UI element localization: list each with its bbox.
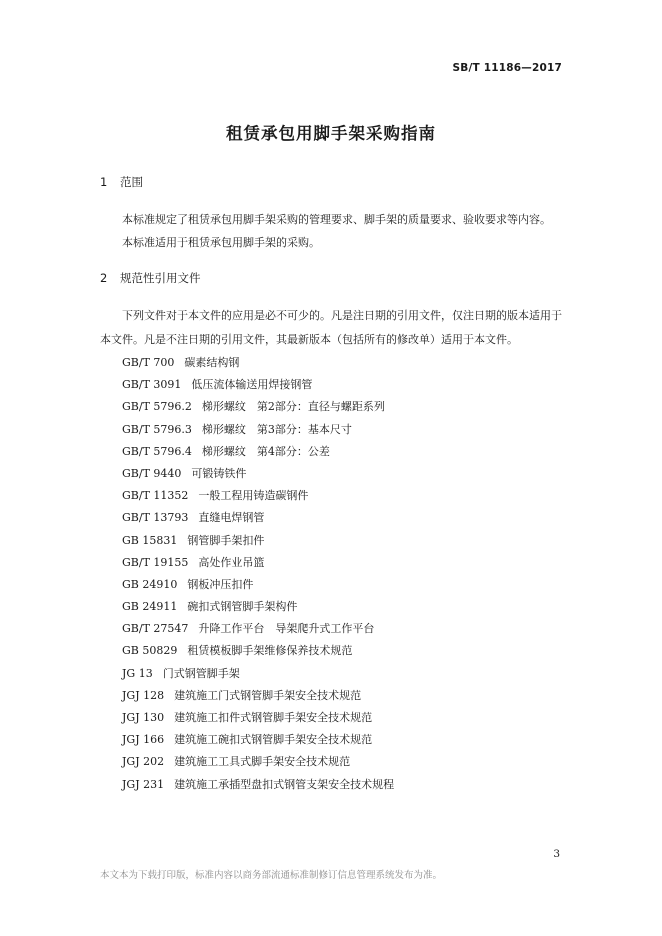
reference-item: [122, 640, 394, 662]
reference-code: GB/T 13793: [122, 511, 189, 525]
reference-list: [122, 352, 394, 796]
reference-code: JGJ 130: [122, 711, 165, 724]
reference-title: 高处作业吊篮: [198, 555, 265, 569]
reference-item: [122, 663, 394, 685]
reference-item: [122, 596, 394, 618]
footer-note: 本文本为下载打印版，标准内容以商务部流通标准制修订信息管理系统发布为准。: [100, 870, 443, 881]
reference-title: 梯形螺纹 第4部分：公差: [201, 444, 330, 458]
scope-paragraph-1: 本标准规定了租赁承包用脚手架采购的管理要求、脚手架的质量要求、验收要求等内容。: [122, 213, 551, 226]
reference-title: 租赁模板脚手架维修保养技术规范: [187, 644, 353, 658]
normative-refs-intro: 下列文件对于本文件的应用是必不可少的。凡是注日期的引用文件，仅注日期的版本适用于本文件。凡是不注日期的引用文件，其最新版本（包括所有的修改单）适用于本文件。: [100, 309, 562, 346]
reference-code: JGJ 128: [122, 688, 165, 702]
section-2-heading: [100, 270, 201, 286]
document-title: 租赁承包用脚手架采购指南: [226, 124, 436, 143]
reference-title: 梯形螺纹 第3部分：基本尺寸: [201, 422, 352, 436]
reference-item: [122, 552, 394, 574]
reference-item: [122, 574, 394, 596]
reference-title: 钢板冲压扣件: [187, 577, 254, 591]
reference-code: GB/T 19155: [122, 555, 189, 569]
reference-title: 梯形螺纹 第2部分：直径与螺距系列: [201, 400, 385, 414]
reference-code: GB 24911: [122, 600, 178, 614]
reference-code: GB 50829: [122, 644, 178, 658]
reference-title: 建筑施工门式钢管脚手架安全技术规范: [174, 688, 362, 702]
reference-item: [122, 618, 394, 640]
reference-code: GB 15831: [122, 533, 178, 547]
reference-item: [122, 530, 394, 552]
reference-code: GB/T 3091: [122, 378, 182, 392]
reference-code: JGJ 166: [122, 733, 165, 747]
reference-title: 钢管脚手架扣件: [187, 533, 265, 547]
reference-title: 可锻铸铁件: [191, 466, 247, 480]
reference-item: [122, 352, 394, 374]
reference-item: [122, 507, 394, 529]
reference-title: 建筑施工碗扣式钢管脚手架安全技术规范: [174, 733, 373, 747]
reference-code: JGJ 202: [122, 755, 165, 769]
reference-code: GB/T 5796.2: [122, 400, 192, 414]
reference-title: 升降工作平台 导架爬升式工作平台: [198, 622, 375, 636]
reference-item: [122, 485, 394, 507]
reference-title: 碗扣式钢管脚手架构件: [187, 600, 298, 614]
reference-code: GB/T 11352: [122, 489, 189, 503]
reference-title: 建筑施工承插型盘扣式钢管支架安全技术规程: [174, 777, 395, 791]
reference-title: 一般工程用铸造碳钢件: [198, 489, 309, 503]
reference-item: [122, 441, 394, 463]
reference-title: 碳素结构钢: [184, 356, 240, 369]
reference-code: JGJ 231: [122, 777, 165, 791]
reference-title: 低压流体输送用焊接钢管: [191, 378, 313, 392]
reference-item: [122, 396, 394, 418]
reference-title: 建筑施工扣件式钢管脚手架安全技术规范: [174, 711, 373, 724]
reference-code: GB/T 5796.4: [122, 444, 192, 458]
reference-code: GB/T 5796.3: [122, 422, 192, 436]
reference-item: [122, 419, 394, 441]
reference-title: 建筑施工工具式脚手架安全技术规范: [174, 755, 351, 769]
reference-code: GB/T 27547: [122, 622, 189, 636]
standard-code: SB/T 11186—2017: [452, 62, 562, 74]
reference-code: GB/T 9440: [122, 466, 182, 480]
section-2-number: 2: [100, 271, 108, 285]
reference-code: GB/T 700: [122, 356, 175, 369]
reference-item: [122, 685, 394, 707]
section-1-number: 1: [100, 175, 108, 189]
reference-item: [122, 774, 394, 796]
reference-item: [122, 707, 394, 729]
reference-title: 门式钢管脚手架: [162, 666, 240, 680]
page-number: 3: [553, 848, 560, 860]
reference-item: [122, 729, 394, 751]
section-1-title: 范围: [120, 175, 143, 189]
section-1-heading: [100, 174, 143, 190]
reference-item: [122, 751, 394, 773]
reference-item: [122, 463, 394, 485]
reference-code: JG 13: [122, 666, 153, 680]
reference-title: 直缝电焊钢管: [198, 511, 265, 525]
reference-item: [122, 374, 394, 396]
reference-code: GB 24910: [122, 577, 178, 591]
section-2-title: 规范性引用文件: [120, 271, 201, 285]
scope-paragraph-2: 本标准适用于租赁承包用脚手架的采购。: [122, 236, 320, 249]
